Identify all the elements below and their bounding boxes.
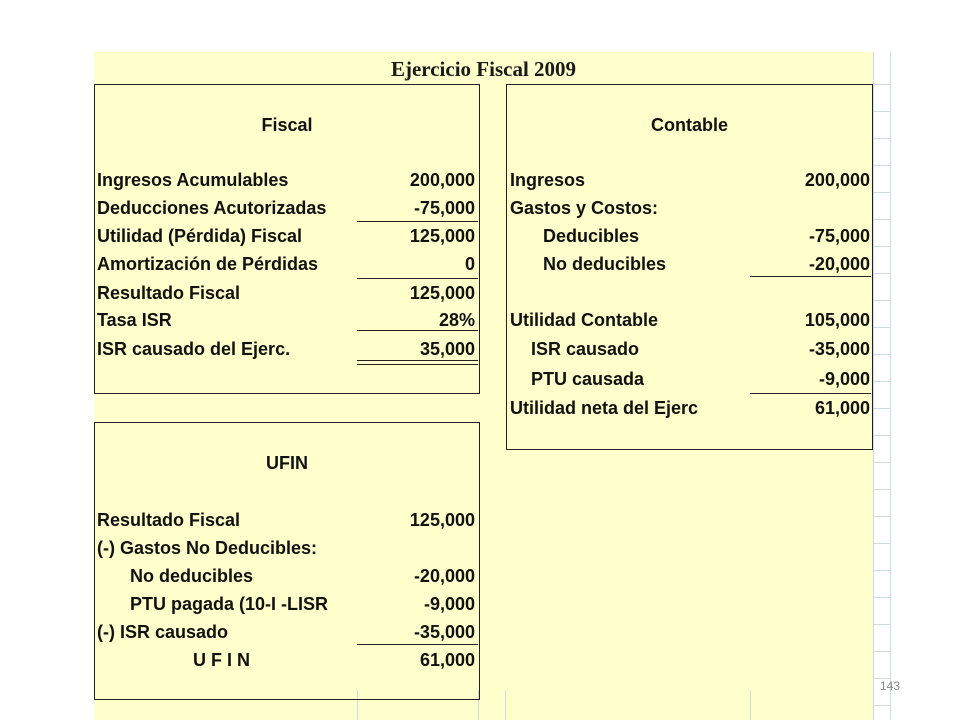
ufin-row <box>97 563 475 589</box>
row-label: Ingresos <box>510 170 586 190</box>
grid-line <box>873 111 890 112</box>
row-label: Amortización de Pérdidas <box>97 254 319 274</box>
row-value: 125,000 <box>409 283 475 303</box>
row-label: PTU pagada (10-I -LISR <box>130 594 329 614</box>
row-label: Utilidad neta del Ejerc <box>510 398 699 418</box>
row-value: 28% <box>438 310 475 330</box>
fiscal-row <box>97 251 475 277</box>
grid-line <box>873 219 890 220</box>
grid-line <box>873 300 890 301</box>
contable-row <box>510 395 870 421</box>
row-label: Resultado Fiscal <box>97 283 241 303</box>
row-label: PTU causada <box>531 369 645 389</box>
ufin-row <box>97 647 475 673</box>
row-value: 35,000 <box>419 339 475 359</box>
row-value: -35,000 <box>413 622 475 642</box>
grid-line <box>873 273 890 274</box>
row-label: No deducibles <box>543 254 667 274</box>
row-label: (-) ISR causado <box>97 622 229 642</box>
row-value: 125,000 <box>409 226 475 246</box>
underline <box>750 276 871 277</box>
underline <box>357 364 478 365</box>
row-value: 200,000 <box>409 170 475 190</box>
grid-line <box>873 597 890 598</box>
underline <box>357 330 478 331</box>
row-value: 61,000 <box>814 398 870 418</box>
grid-line <box>750 690 751 720</box>
row-label: Utilidad Contable <box>510 310 658 330</box>
contable-row <box>510 223 870 249</box>
contable-row <box>510 366 870 392</box>
row-value: -35,000 <box>808 339 870 359</box>
underline <box>357 278 478 279</box>
grid-line <box>873 624 890 625</box>
contable-row <box>510 336 870 362</box>
row-label: ISR causado del Ejerc. <box>97 339 291 359</box>
row-value: -20,000 <box>808 254 870 274</box>
ufin-row <box>97 507 475 533</box>
row-label: Tasa ISR <box>97 310 172 330</box>
grid-line <box>890 52 891 720</box>
grid-line <box>873 381 890 382</box>
row-value: 0 <box>464 254 475 274</box>
row-label: Deducibles <box>543 226 640 246</box>
grid-line <box>873 246 890 247</box>
row-value: -75,000 <box>808 226 870 246</box>
contable-row <box>510 251 870 277</box>
contable-row <box>510 307 870 333</box>
contable-heading: Contable <box>650 115 728 135</box>
grid-line <box>873 570 890 571</box>
grid-line <box>873 354 890 355</box>
grid-line <box>873 651 890 652</box>
fiscal-row <box>97 336 475 362</box>
grid-line <box>873 138 890 139</box>
row-label: Ingresos Acumulables <box>97 170 289 190</box>
grid-line <box>873 489 890 490</box>
row-value: -20,000 <box>413 566 475 586</box>
grid-line <box>873 327 890 328</box>
underline <box>357 221 478 222</box>
row-label: Utilidad (Pérdida) Fiscal <box>97 226 303 246</box>
row-label: Resultado Fiscal <box>97 510 241 530</box>
row-value: 125,000 <box>409 510 475 530</box>
fiscal-row <box>97 223 475 249</box>
underline <box>357 644 478 645</box>
grid-line <box>873 165 890 166</box>
underline <box>357 360 478 361</box>
grid-line <box>873 52 874 720</box>
ufin-row <box>97 591 475 617</box>
fiscal-row <box>97 167 475 193</box>
row-value: -75,000 <box>413 198 475 218</box>
row-label: Deducciones Acutorizadas <box>97 198 327 218</box>
row-label: U F I N <box>193 650 250 670</box>
row-value: 105,000 <box>804 310 870 330</box>
grid-line <box>505 690 506 720</box>
row-value: 61,000 <box>419 650 475 670</box>
fiscal-heading: Fiscal <box>261 115 313 135</box>
page-number: 143 <box>880 679 901 693</box>
row-value: -9,000 <box>423 594 475 614</box>
fiscal-row <box>97 280 475 306</box>
grid-line <box>873 84 890 85</box>
row-value: -9,000 <box>818 369 870 389</box>
row-label: (-) Gastos No Deducibles: <box>97 538 318 558</box>
grid-line <box>873 435 890 436</box>
grid-line <box>873 408 890 409</box>
contable-row <box>510 195 870 221</box>
grid-line <box>873 705 890 706</box>
ufin-row <box>97 619 475 645</box>
grid-line <box>873 516 890 517</box>
row-label: Gastos y Costos: <box>510 198 659 218</box>
row-label: No deducibles <box>130 566 254 586</box>
ufin-heading: UFIN <box>266 453 308 473</box>
contable-row <box>510 167 870 193</box>
underline <box>750 393 871 394</box>
sheet-title: Ejercicio Fiscal 2009 <box>390 57 577 81</box>
fiscal-row <box>97 195 475 221</box>
grid-line <box>873 543 890 544</box>
row-label: ISR causado <box>531 339 640 359</box>
ufin-row <box>97 535 475 561</box>
grid-line <box>873 192 890 193</box>
row-value: 200,000 <box>804 170 870 190</box>
grid-line <box>873 462 890 463</box>
